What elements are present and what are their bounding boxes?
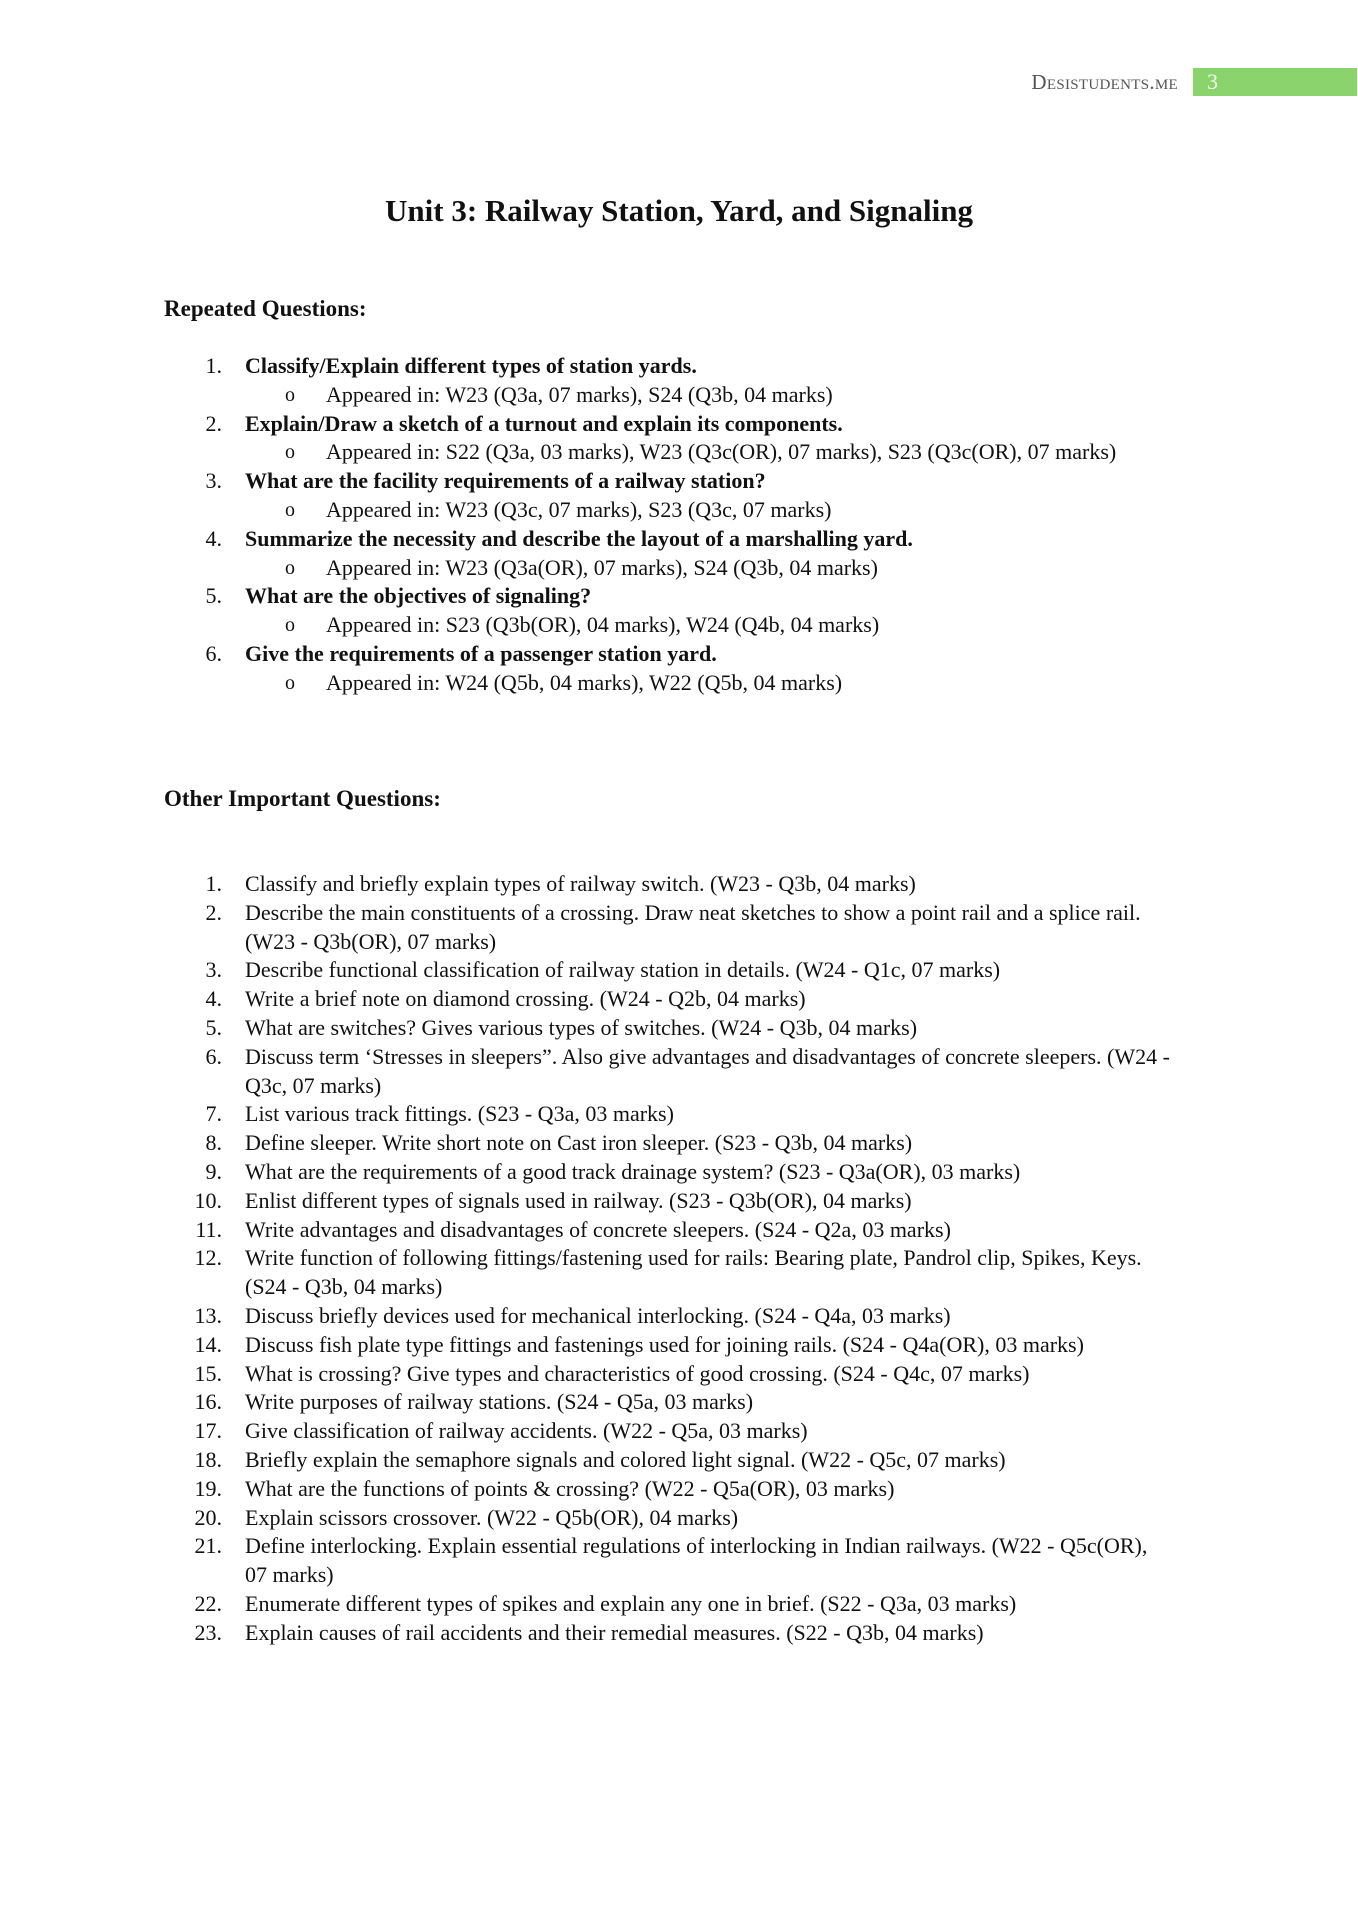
site-name: Desistudents.me: [1031, 70, 1178, 94]
item-number: 1.: [205, 353, 222, 378]
repeated-question-item: [164, 467, 1174, 496]
question-text: Classify and briefly explain types of railway switch. (W23 - Q3b, 04 marks): [245, 871, 916, 896]
item-number: 6.: [205, 640, 222, 666]
item-number: 4.: [205, 525, 222, 551]
item-number: 2.: [205, 899, 222, 925]
question-item: [164, 1158, 1174, 1187]
item-number: 15.: [194, 1360, 222, 1386]
item-number: 17.: [194, 1418, 222, 1444]
question-text: Write function of following fittings/fastening used for rails: Bearing plate, Pandrol clip, Spikes, Keys. (S24 - Q3b, 04 marks): [245, 1245, 1142, 1300]
question-text: Explain causes of rail accidents and their remedial measures. (S22 - Q3b, 04 marks): [245, 1619, 984, 1645]
appeared-in-note: [164, 438, 1174, 467]
question-text: Define sleeper. Write short note on Cast iron sleeper. (S23 - Q3b, 04 marks): [245, 1130, 913, 1156]
item-number: 11.: [195, 1216, 222, 1242]
question-text: Write purposes of railway stations. (S24 - Q5a, 03 marks): [245, 1389, 754, 1415]
item-number: 14.: [194, 1331, 222, 1357]
appeared-text: Appeared in: W23 (Q3a, 07 marks), S24 (Q3b, 04 marks): [326, 381, 833, 407]
repeated-questions-heading: Repeated Questions:: [164, 296, 367, 321]
question-text: Enlist different types of signals used in railway. (S23 - Q3b(OR), 04 marks): [245, 1187, 912, 1213]
repeated-question-item: [164, 582, 1174, 611]
bullet-icon: o: [285, 383, 295, 406]
bullet-icon: o: [285, 556, 295, 579]
question-item: [164, 1446, 1174, 1475]
appeared-in-note: [164, 669, 1174, 698]
repeated-question-item: [164, 525, 1174, 554]
repeated-question-item: [164, 352, 1174, 381]
item-number: 2.: [205, 410, 222, 436]
item-number: 10.: [194, 1187, 222, 1213]
item-number: 22.: [194, 1590, 222, 1616]
question-text: Classify/Explain different types of station yards.: [245, 353, 697, 378]
item-number: 9.: [205, 1158, 222, 1184]
page-number-box: [1193, 68, 1357, 96]
item-number: 5.: [205, 1014, 222, 1040]
appeared-in-note: [164, 496, 1174, 525]
question-text: Describe the main constituents of a crossing. Draw neat sketches to show a point rail and a splice rail. (W23 - Q3b(OR), 07 marks): [245, 899, 1141, 954]
question-item: [164, 1417, 1174, 1446]
question-text: Discuss term ‘Stresses in sleepers”. Also give advantages and disadvantages of concrete sleepers. (W24 - Q3c, 07 marks): [245, 1043, 1170, 1098]
question-text: What are the functions of points & crossing? (W22 - Q5a(OR), 03 marks): [245, 1475, 895, 1501]
appeared-in-note: [164, 611, 1174, 640]
item-number: 4.: [205, 986, 222, 1012]
question-text: What is crossing? Give types and characteristics of good crossing. (S24 - Q4c, 07 marks): [245, 1360, 1030, 1386]
appeared-text: Appeared in: W24 (Q5b, 04 marks), W22 (Q5b, 04 marks): [326, 669, 843, 695]
question-text: What are the objectives of signaling?: [245, 583, 592, 609]
question-item: [164, 956, 1174, 985]
item-number: 16.: [194, 1389, 222, 1415]
item-number: 18.: [194, 1446, 222, 1472]
bullet-icon: o: [285, 498, 295, 521]
question-item: [164, 870, 1174, 899]
other-questions-heading: Other Important Questions:: [164, 786, 441, 811]
question-item: [164, 1475, 1174, 1504]
item-number: 8.: [205, 1130, 222, 1156]
page-number: 3: [1207, 69, 1218, 94]
other-questions-list: [164, 870, 1174, 1648]
appeared-in-note: [164, 381, 1174, 410]
question-item: [164, 1014, 1174, 1043]
item-number: 13.: [194, 1302, 222, 1328]
item-number: 1.: [205, 871, 222, 896]
question-text: Write advantages and disadvantages of concrete sleepers. (S24 - Q2a, 03 marks): [245, 1216, 951, 1242]
repeated-question-item: [164, 410, 1174, 439]
question-text: Discuss fish plate type fittings and fastenings used for joining rails. (S24 - Q4a(OR), 03 marks): [245, 1331, 1084, 1357]
question-text: Explain scissors crossover. (W22 - Q5b(OR), 04 marks): [245, 1504, 739, 1530]
appeared-text: Appeared in: W23 (Q3a(OR), 07 marks), S24 (Q3b, 04 marks): [326, 554, 878, 580]
item-number: 7.: [205, 1101, 222, 1127]
question-text: Give the requirements of a passenger station yard.: [245, 640, 717, 666]
bullet-icon: o: [285, 671, 295, 694]
question-item: [164, 1216, 1174, 1245]
question-item: [164, 985, 1174, 1014]
question-text: What are the requirements of a good track drainage system? (S23 - Q3a(OR), 03 marks): [245, 1158, 1021, 1184]
appeared-in-note: [164, 554, 1174, 583]
question-text: Define interlocking. Explain essential regulations of interlocking in Indian railways. (W22 - Q5c(OR), 07 marks): [245, 1533, 1148, 1588]
question-item: [164, 1187, 1174, 1216]
bullet-icon: o: [285, 614, 295, 637]
appeared-text: Appeared in: S22 (Q3a, 03 marks), W23 (Q3c(OR), 07 marks), S23 (Q3c(OR), 07 marks): [326, 439, 1117, 465]
page-title: Unit 3: Railway Station, Yard, and Signaling: [385, 193, 973, 228]
item-number: 3.: [205, 468, 222, 494]
question-text: Explain/Draw a sketch of a turnout and explain its components.: [245, 410, 843, 436]
bullet-icon: o: [285, 441, 295, 464]
item-number: 19.: [194, 1475, 222, 1501]
question-item: [164, 1244, 1174, 1302]
question-text: Enumerate different types of spikes and explain any one in brief. (S22 - Q3a, 03 marks): [245, 1590, 1017, 1616]
question-item: [164, 1388, 1174, 1417]
question-text: Write a brief note on diamond crossing. (W24 - Q2b, 04 marks): [245, 986, 806, 1012]
question-item: [164, 1129, 1174, 1158]
question-text: What are switches? Gives various types of switches. (W24 - Q3b, 04 marks): [245, 1014, 918, 1040]
item-number: 23.: [194, 1619, 222, 1645]
question-item: [164, 1590, 1174, 1619]
item-number: 5.: [205, 583, 222, 609]
question-text: Discuss briefly devices used for mechanical interlocking. (S24 - Q4a, 03 marks): [245, 1302, 951, 1328]
item-number: 6.: [205, 1043, 222, 1069]
item-number: 12.: [194, 1245, 222, 1271]
question-text: Describe functional classification of railway station in details. (W24 - Q1c, 07 marks): [245, 957, 1001, 983]
appeared-text: Appeared in: W23 (Q3c, 07 marks), S23 (Q3c, 07 marks): [326, 496, 832, 522]
question-text: Give classification of railway accidents. (W22 - Q5a, 03 marks): [245, 1418, 808, 1444]
question-item: [164, 1100, 1174, 1129]
item-number: 21.: [194, 1533, 222, 1559]
question-item: [164, 899, 1174, 957]
repeated-question-item: [164, 640, 1174, 669]
question-text: List various track fittings. (S23 - Q3a, 03 marks): [245, 1101, 674, 1127]
question-item: [164, 1619, 1174, 1648]
question-item: [164, 1360, 1174, 1389]
appeared-text: Appeared in: S23 (Q3b(OR), 04 marks), W24 (Q4b, 04 marks): [326, 612, 880, 638]
question-item: [164, 1532, 1174, 1590]
question-text: Summarize the necessity and describe the layout of a marshalling yard.: [245, 525, 913, 551]
page-header: [0, 68, 1358, 98]
question-text: Briefly explain the semaphore signals and colored light signal. (W22 - Q5c, 07 marks): [245, 1446, 1006, 1472]
question-item: [164, 1043, 1174, 1101]
item-number: 20.: [194, 1504, 222, 1530]
question-item: [164, 1302, 1174, 1331]
question-item: [164, 1504, 1174, 1533]
question-text: What are the facility requirements of a railway station?: [245, 468, 766, 494]
item-number: 3.: [205, 957, 222, 983]
repeated-questions-list: [164, 352, 1174, 698]
question-item: [164, 1331, 1174, 1360]
